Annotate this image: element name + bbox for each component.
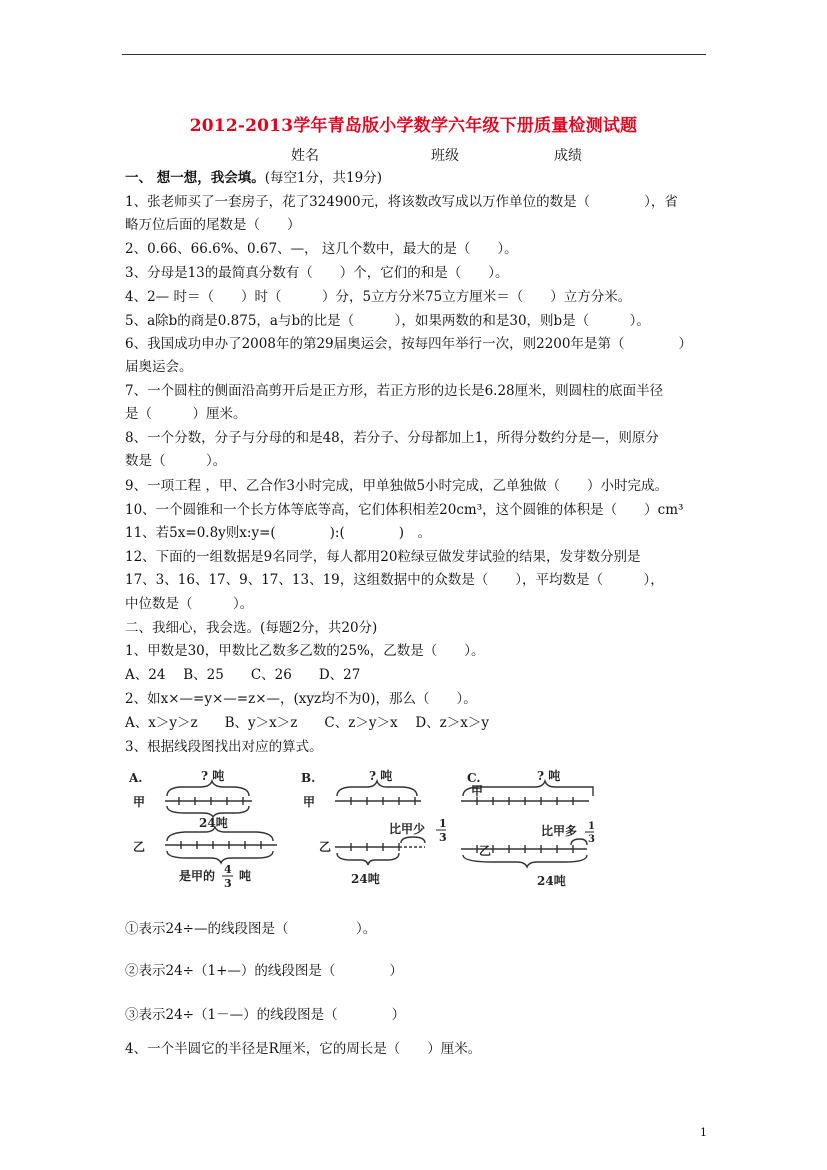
score-field-label: 成绩 (554, 148, 582, 164)
page-title: 2012-2013学年青岛版小学数学六年级下册质量检测试题 (189, 116, 638, 136)
section-1-heading (125, 169, 382, 187)
name-field-label: 姓名 (291, 148, 319, 164)
question-line: 3、根据线段图找出对应的算式。 (125, 739, 323, 755)
question-line: 3、分母是13的最简真分数有（ ）个，它们的和是（ ）。 (125, 265, 509, 281)
diagram-c-label: C. (467, 771, 481, 785)
c-fraction-denominator: 3 (588, 834, 595, 845)
class-field-label: 班级 (431, 148, 459, 164)
question-line: 6、我国成功申办了2008年的第29届奥运会，按每四年举行一次，则2200年是第（ ） (125, 336, 692, 352)
question-line: 1、张老师买了一套房子，花了324900元，将该数改写成以万作单位的数是（ ），省 (125, 194, 678, 210)
b-fraction-numerator: 1 (439, 817, 447, 830)
question-line: 届奥运会。 (125, 359, 193, 375)
question-line: 4、2— 时＝（ ）时（ ）分，5立方分米75立方厘米＝（ ）立方分米。 (125, 289, 632, 305)
question-line: 12、下面的一组数据是9名同学，每人都用20粒绿豆做发芽试验的结果，发芽数分别是 (125, 549, 641, 565)
question-line: 5、a除b的商是0.875，a与b的比是（ ），如果两数的和是30，则b是（ ）。 (125, 313, 650, 329)
question-line: 2、如x×—=y×—=z×—，(xyz均不为0)，那么（ ）。 (125, 691, 477, 707)
diagram-b-label: B. (301, 771, 316, 785)
choice-line: A、24 B、25 C、26 D、27 (125, 667, 361, 683)
jia-label: 甲 (133, 795, 146, 809)
question-line: 7、一个圆柱的侧面沿高剪开后是正方形，若正方形的边长是6.28厘米，则圆柱的底面半径 (125, 383, 664, 399)
question-line: 8、一个分数，分子与分母的和是48，若分子、分母都加上1，所得分数约分是—，则原分 (125, 430, 659, 446)
question-line: ①表示24÷—的线段图是（ ）。 (125, 921, 377, 937)
total-24-label: 24吨 (351, 872, 380, 886)
page-number: 1 (700, 1126, 707, 1139)
choice-line: A、x＞y＞z B、y＞x＞z C、z＞y＞x D、z＞x＞y (125, 715, 490, 731)
yi-label: 乙 (479, 844, 492, 858)
question-line: 是（ ）厘米。 (125, 406, 247, 422)
question-line: ③表示24÷（1－—）的线段图是（ ） (125, 1007, 406, 1023)
question-line: 略万位后面的尾数是（ ） (125, 217, 301, 233)
question-line: 11、若5x=0.8y则x:y=( ):( ) 。 (125, 525, 432, 541)
question-line: 17、3、16、17、9、17、13、19，这组数据中的众数是（ ），平均数是（ ）， (125, 572, 664, 588)
total-24-label: 24吨 (537, 874, 566, 888)
question-line: 4、一个半圆它的半径是R厘米，它的周长是（ ）厘米。 (125, 1041, 482, 1057)
question-line: 中位数是（ ）。 (125, 596, 254, 612)
question-line: 1、甲数是30，甲数比乙数多乙数的25%，乙数是（ ）。 (125, 643, 485, 659)
segment-diagrams (125, 765, 595, 893)
section-1-title: 一、 想一想，我会填。 (125, 170, 265, 186)
a-unit-label: 吨 (239, 869, 252, 883)
jia-label: 甲 (471, 784, 484, 798)
yi-label: 乙 (133, 840, 146, 854)
c-fraction-numerator: 1 (588, 821, 595, 832)
a-note-label: 是甲的 (179, 869, 216, 883)
total-24-label: 24吨 (199, 816, 228, 830)
question-line: 9、一项工程 ，甲、乙合作3小时完成，甲单独做5小时完成，乙单独做（ ）小时完成。 (125, 478, 669, 494)
question-line: 2、0.66、66.6%、0.67、—， 这几个数中，最大的是（ ）。 (125, 241, 518, 257)
b-fraction-denominator: 3 (439, 831, 447, 844)
a-fraction-denominator: 3 (224, 877, 232, 890)
section-1-note: (每空1分，共19分) (264, 170, 383, 186)
question-line: 数是（ ）。 (125, 453, 227, 469)
jia-label: 甲 (303, 795, 316, 809)
question-line: 10、一个圆锥和一个长方体等底等高，它们体积相差20cm³，这个圆锥的体积是（ ）cm³ (125, 502, 684, 518)
unknown-tons-label: ? 吨 (201, 769, 225, 783)
diagram-a-label: A. (129, 771, 143, 785)
unknown-tons-label: ? 吨 (369, 769, 393, 783)
header-rule (122, 54, 706, 55)
yi-label: 乙 (319, 840, 332, 854)
section-2-heading: 二、我细心，我会选。(每题2分，共20分) (125, 620, 378, 636)
unknown-tons-label: ? 吨 (537, 769, 561, 783)
c-note-label: 比甲多 (541, 824, 578, 838)
b-note-label: 比甲少 (389, 822, 426, 836)
question-line: ②表示24÷（1+—）的线段图是（ ） (125, 963, 403, 979)
a-fraction-numerator: 4 (224, 863, 232, 876)
